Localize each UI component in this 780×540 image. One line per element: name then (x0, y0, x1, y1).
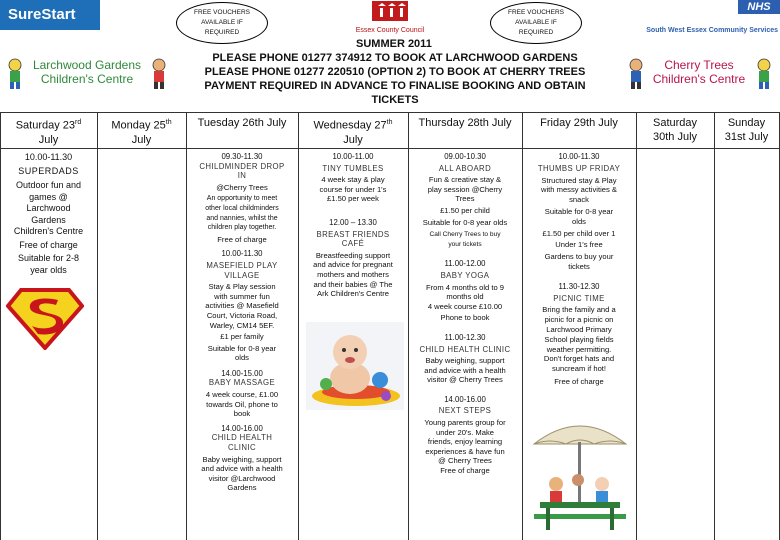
day-header-thursday-28: Thursday 28th July (418, 117, 512, 129)
column-divider (186, 112, 187, 540)
day-header-saturday-30: Saturday 30th July (652, 117, 698, 143)
phone-line-cherry: PLEASE PHONE 01277 220510 (OPTION 2) TO BOOK AT CHERRY TREES (204, 66, 586, 78)
day-header-friday-29: Friday 29th July (540, 117, 618, 129)
table-header-border (0, 148, 780, 149)
column-divider (97, 112, 98, 540)
child-figure-icon (148, 58, 170, 90)
phone-line-larchwood: PLEASE PHONE 01277 374912 TO BOOK AT LARCHWOOD GARDENS (212, 52, 578, 64)
event-superdads: 10.00-11.30 SUPERDADS Outdoor fun and games @ Larchwood Gardens Children's Centre Free of charge Suitable for 2-8 year olds (13, 152, 84, 275)
cherry-trees-logo: Cherry Trees Children's Centre (626, 56, 776, 92)
column-divider (522, 112, 523, 540)
child-figure-icon (4, 58, 26, 90)
child-figure-icon (626, 58, 646, 90)
free-vouchers-bubble-right: FREE VOUCHERS AVAILABLE IF REQUIRED (490, 2, 582, 44)
free-vouchers-bubble-left: FREE VOUCHERS AVAILABLE IF REQUIRED (176, 2, 268, 44)
column-divider (714, 112, 715, 540)
column-divider (0, 112, 1, 540)
larchwood-logo: Larchwood Gardens Children's Centre (4, 56, 170, 92)
thursday-events: 09.00-10.30 ALL ABOARD Fun & creative stay & play session @Cherry Trees £1.50 per child Suitable for 0-8 year olds Call Cherry Trees to buy your tickets 11.00-12.00 BABY YOGA From 4 months old to 9 months old 4 week course £10.00 Phone to book 11.00-12.30 CHILD HEALTH CLINIC Baby weighing, support and advice with a health visitor @ Cherry Trees 14.00-16.00 NEXT STEPS Young parents group for under 20's. Make friends, enjoy learning experiences & have fun @ Cherry Trees Free of charge (419, 152, 511, 476)
essex-crest-icon (370, 0, 410, 22)
surestart-logo: SureStart (0, 0, 100, 30)
column-divider (298, 112, 299, 540)
column-divider (408, 112, 409, 540)
wednesday-events: 10.00-11.00 TINY TUMBLES 4 week stay & play course for under 1's £1.50 per week 12.00 – 13.30 BREAST FRIENDS CAFÉ Breastfeeding support and advice for pregnant mothers and mothers and their babies @ The Ark Children's Centre (313, 152, 393, 299)
friday-events: 10.00-11.30 THUMBS UP FRIDAY Structured stay & Play with messy activities & snack Suitable for 0-8 year olds £1.50 per child over 1 Under 1's free Gardens to buy your tickets 11.30-12.30 PICNIC TIME Bring the family and a picnic for a picnic on Larchwood Primary School playing fields weather permitting. Don't forget hats and suncream if hot! Free of charge (537, 152, 621, 386)
tuesday-events: 09.30-11.30 CHILDMINDER DROP IN @Cherry Trees An opportunity to meet other local childminders and nannies, whilst the children play together. Free of charge 10.00-11.30 MASEFIELD PLAY VILLAGE Stay & Play session with summer fun activities @ Masefield Court, Victoria Road, Warley, CM14 5EF. £1 per family Suitable for 0-8 year olds 14.00-15.00 BABY MASSAGE 4 week course, £1.00 towards Oil, phone to book 14.00-16.00 CHILD HEALTH CLINIC Baby weighing, support and advice with a health visitor @Larchwood Gardens (199, 152, 285, 493)
baby-photo-illustration (306, 322, 404, 410)
day-header-sunday-31: Sunday 31st July (724, 117, 769, 143)
essex-logo: Essex County Council (330, 0, 450, 34)
summer-title: SUMMER 2011 (356, 38, 432, 50)
day-header-monday-25: Monday 25th July (111, 119, 172, 146)
column-divider (636, 112, 637, 540)
child-figure-icon (754, 58, 774, 90)
picnic-table-illustration (530, 414, 630, 536)
day-header-tuesday-26: Tuesday 26th July (197, 117, 287, 129)
tickets-line: TICKETS (371, 94, 419, 106)
payment-line: PAYMENT REQUIRED IN ADVANCE TO FINALISE BOOKING AND OBTAIN (204, 80, 586, 92)
day-header-saturday-23: Saturday 23rd July (15, 119, 82, 146)
nhs-logo: NHS (738, 0, 780, 14)
nhs-subtitle: South West Essex Community Services (646, 27, 778, 34)
day-header-wednesday-27: Wednesday 27th July (313, 119, 393, 146)
superman-logo-icon (6, 288, 84, 350)
